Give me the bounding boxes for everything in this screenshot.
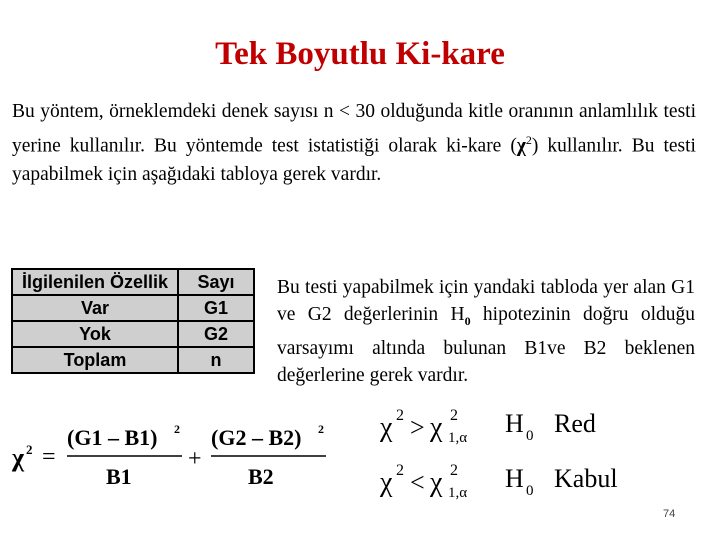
rule-chi-table: χ	[430, 467, 443, 498]
side-paragraph	[277, 274, 695, 389]
rule-chi-exp: 2	[396, 462, 404, 479]
rule-chi: χ	[380, 467, 393, 498]
table-row	[12, 321, 254, 347]
formula-plus: +	[188, 446, 202, 472]
table-header-row	[12, 269, 254, 295]
table-cell: Toplam	[12, 347, 178, 373]
contingency-table	[11, 268, 255, 374]
decision-rule-reject	[378, 400, 638, 450]
rule-decision: Red	[554, 409, 596, 438]
rule-decision: Kabul	[554, 464, 618, 493]
rule-chi: χ	[380, 412, 393, 443]
table-row	[12, 347, 254, 373]
chi-symbol: χ	[516, 135, 526, 157]
rule-h-sub: 0	[526, 483, 534, 499]
rule-operator: >	[410, 413, 425, 442]
rule-table-exp: 2	[450, 462, 458, 479]
formula-denominator-2: B2	[248, 464, 274, 489]
rule-table-sub: 1,α	[448, 430, 468, 446]
rule-h: H	[505, 464, 524, 493]
h0-subscript: 0	[464, 313, 471, 328]
rule-table-sub: 1,α	[448, 485, 468, 501]
table-cell: G2	[178, 321, 254, 347]
rule-chi-exp: 2	[396, 407, 404, 424]
rule-table-exp: 2	[450, 407, 458, 424]
intro-paragraph	[12, 98, 696, 189]
formula-numerator-2: (G2 – B2)	[211, 425, 302, 450]
chi-exponent: 2	[525, 133, 532, 147]
formula-equals: =	[42, 444, 56, 470]
table-cell: Var	[12, 295, 178, 321]
rule-h: H	[505, 409, 524, 438]
page-number: 74	[663, 508, 676, 520]
formula-numerator-1: (G1 – B1)	[67, 425, 158, 450]
table-header-cell: Sayı	[178, 269, 254, 295]
table-cell: G1	[178, 295, 254, 321]
formula-denominator-1: B1	[106, 464, 132, 489]
table-cell: Yok	[12, 321, 178, 347]
formula-chi: χ	[12, 443, 25, 472]
table-row	[12, 295, 254, 321]
rule-operator: <	[410, 468, 425, 497]
side-text-1: Bu testi yapabilmek için yandaki tabloda yer alan G1 ve G2 değerlerinin H	[277, 277, 695, 325]
intro-text-2: ) kullanılır. Bu testi yapabilmek için aşağıdaki tabloya gerek vardır.	[12, 135, 696, 185]
table-cell: n	[178, 347, 254, 373]
rule-chi-table: χ	[430, 412, 443, 443]
side-text-2: hipotezinin doğru olduğu varsayımı altında bulunan B1ve B2 beklenen değerlerine gerek vardır.	[277, 304, 695, 386]
formula-numerator-2-exp: 2	[318, 422, 324, 436]
formula-numerator-1-exp: 2	[174, 422, 180, 436]
intro-text-1: Bu yöntem, örneklemdeki denek sayısı n < 30 olduğunda kitle oranının anlamlılık testi yerine kullanılır. Bu yöntemde test istatistiği olarak ki-kare (	[12, 101, 696, 157]
table-header-cell: İlgilenilen Özellik	[12, 269, 178, 295]
formula-chi-exp: 2	[26, 442, 33, 457]
chi-square-formula	[10, 418, 350, 498]
decision-rule-accept	[378, 455, 638, 505]
page-title: Tek Boyutlu Ki-kare	[215, 36, 505, 72]
rule-h-sub: 0	[526, 428, 534, 444]
